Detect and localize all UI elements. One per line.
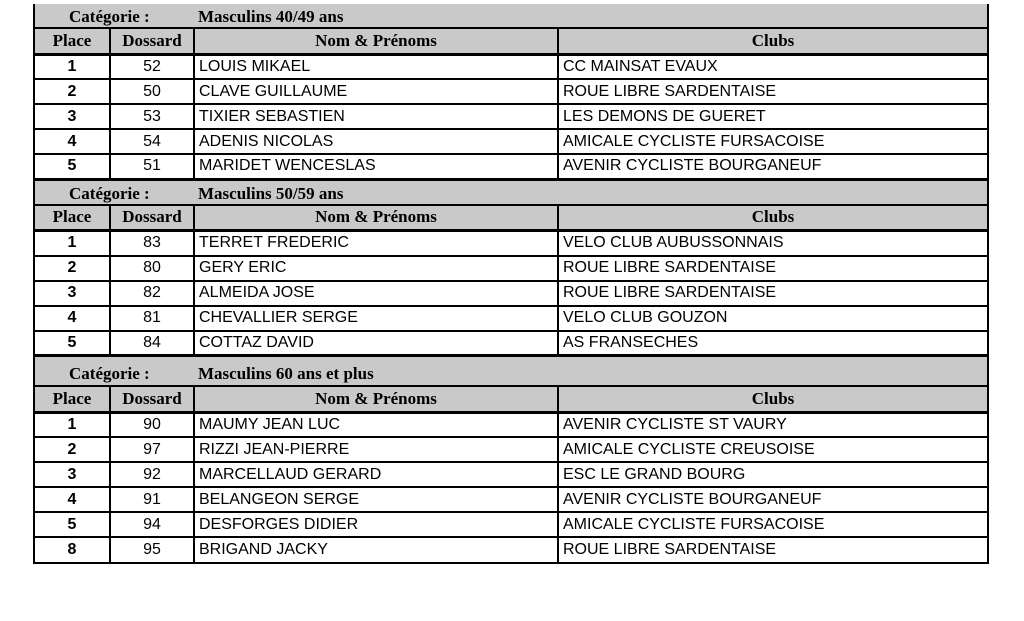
club-cell: ROUE LIBRE SARDENTAISE (558, 281, 987, 306)
name-cell: ADENIS NICOLAS (194, 129, 558, 154)
results-table (35, 206, 987, 358)
column-header-place: Place (35, 29, 110, 54)
results-sheet (33, 4, 989, 564)
place-cell: 5 (35, 331, 110, 356)
category-label: Catégorie : (69, 183, 150, 203)
dossard-cell: 94 (110, 512, 194, 537)
club-cell: AVENIR CYCLISTE BOURGANEUF (558, 154, 987, 179)
name-cell: MAUMY JEAN LUC (194, 412, 558, 437)
name-cell: MARCELLAUD GERARD (194, 462, 558, 487)
table-row (35, 306, 987, 331)
dossard-cell: 80 (110, 256, 194, 281)
category-name: Masculins 60 ans et plus (198, 364, 374, 383)
name-cell: DESFORGES DIDIER (194, 512, 558, 537)
name-cell: TERRET FREDERIC (194, 231, 558, 256)
dossard-cell: 95 (110, 537, 194, 562)
column-header-name: Nom & Prénoms (194, 387, 558, 412)
category-label: Catégorie : (69, 7, 150, 26)
club-cell: AMICALE CYCLISTE FURSACOISE (558, 129, 987, 154)
table-row (35, 487, 987, 512)
club-cell: LES DEMONS DE GUERET (558, 104, 987, 129)
place-cell: 5 (35, 154, 110, 179)
club-cell: VELO CLUB GOUZON (558, 306, 987, 331)
table-row (35, 512, 987, 537)
column-header-name: Nom & Prénoms (194, 206, 558, 231)
category-name: Masculins 40/49 ans (198, 7, 344, 26)
dossard-cell: 92 (110, 462, 194, 487)
club-cell: AVENIR CYCLISTE ST VAURY (558, 412, 987, 437)
place-cell: 1 (35, 412, 110, 437)
name-cell: BELANGEON SERGE (194, 487, 558, 512)
table-row (35, 231, 987, 256)
dossard-cell: 97 (110, 437, 194, 462)
category-section (35, 181, 987, 358)
column-header-dossard: Dossard (110, 29, 194, 54)
club-cell: AMICALE CYCLISTE CREUSOISE (558, 437, 987, 462)
column-header-row (35, 387, 987, 412)
dossard-cell: 81 (110, 306, 194, 331)
name-cell: GERY ERIC (194, 256, 558, 281)
place-cell: 1 (35, 54, 110, 79)
dossard-cell: 50 (110, 79, 194, 104)
results-table (35, 387, 987, 562)
dossard-cell: 53 (110, 104, 194, 129)
column-header-club: Clubs (558, 206, 987, 231)
category-header (35, 181, 987, 206)
name-cell: RIZZI JEAN-PIERRE (194, 437, 558, 462)
club-cell: ROUE LIBRE SARDENTAISE (563, 541, 777, 558)
dossard-cell: 83 (110, 231, 194, 256)
place-cell: 2 (35, 256, 110, 281)
table-row (35, 537, 987, 562)
club-cell: AMICALE CYCLISTE FURSACOISE (558, 512, 987, 537)
table-row (35, 104, 987, 129)
column-header-dossard: Dossard (110, 387, 194, 412)
dossard-cell: 91 (110, 487, 194, 512)
table-row (35, 462, 987, 487)
column-header-row (35, 29, 987, 54)
name-cell: CLAVE GUILLAUME (194, 79, 558, 104)
club-cell: AS FRANSECHES (558, 331, 987, 356)
name-cell: BRIGAND JACKY (194, 537, 558, 562)
place-cell: 4 (35, 129, 110, 154)
name-cell: CHEVALLIER SERGE (194, 306, 558, 331)
place-cell: 8 (35, 537, 110, 562)
category-header (35, 4, 987, 29)
place-cell: 1 (35, 231, 110, 256)
column-header-row (35, 206, 987, 231)
dossard-cell: 51 (110, 154, 194, 179)
table-row (35, 437, 987, 462)
table-row (35, 331, 987, 356)
dossard-cell: 84 (110, 331, 194, 356)
name-cell: LOUIS MIKAEL (194, 54, 558, 79)
column-header-club: Clubs (558, 29, 987, 54)
name-cell: ALMEIDA JOSE (194, 281, 558, 306)
column-header-name: Nom & Prénoms (194, 29, 558, 54)
column-header-dossard: Dossard (110, 206, 194, 231)
dossard-cell: 54 (110, 129, 194, 154)
category-section (35, 357, 987, 562)
table-row (35, 129, 987, 154)
place-cell: 4 (35, 306, 110, 331)
place-cell: 3 (35, 281, 110, 306)
column-header-place: Place (35, 387, 110, 412)
dossard-cell: 52 (110, 54, 194, 79)
name-cell: COTTAZ DAVID (194, 331, 558, 356)
table-row (35, 256, 987, 281)
club-cell: ESC LE GRAND BOURG (558, 462, 987, 487)
club-cell: ROUE LIBRE SARDENTAISE (558, 256, 987, 281)
place-cell: 4 (35, 487, 110, 512)
table-row (35, 54, 987, 79)
dossard-cell: 90 (110, 412, 194, 437)
place-cell: 2 (35, 79, 110, 104)
dossard-cell: 82 (110, 281, 194, 306)
place-cell: 3 (35, 104, 110, 129)
club-cell: AVENIR CYCLISTE BOURGANEUF (558, 487, 987, 512)
place-cell: 3 (35, 462, 110, 487)
place-cell: 2 (35, 437, 110, 462)
table-row (35, 154, 987, 179)
category-label: Catégorie : (69, 364, 150, 383)
results-table (35, 29, 987, 181)
category-name: Masculins 50/59 ans (198, 183, 344, 203)
category-header (35, 357, 987, 387)
name-cell: TIXIER SEBASTIEN (194, 104, 558, 129)
column-header-place: Place (35, 206, 110, 231)
category-section (35, 4, 987, 181)
club-cell: VELO CLUB AUBUSSONNAIS (558, 231, 987, 256)
club-cell: CC MAINSAT EVAUX (558, 54, 987, 79)
table-row (35, 79, 987, 104)
column-header-club: Clubs (558, 387, 987, 412)
table-row (35, 281, 987, 306)
club-cell: ROUE LIBRE SARDENTAISE (558, 79, 987, 104)
table-row (35, 412, 987, 437)
place-cell: 5 (35, 512, 110, 537)
name-cell: MARIDET WENCESLAS (194, 154, 558, 179)
